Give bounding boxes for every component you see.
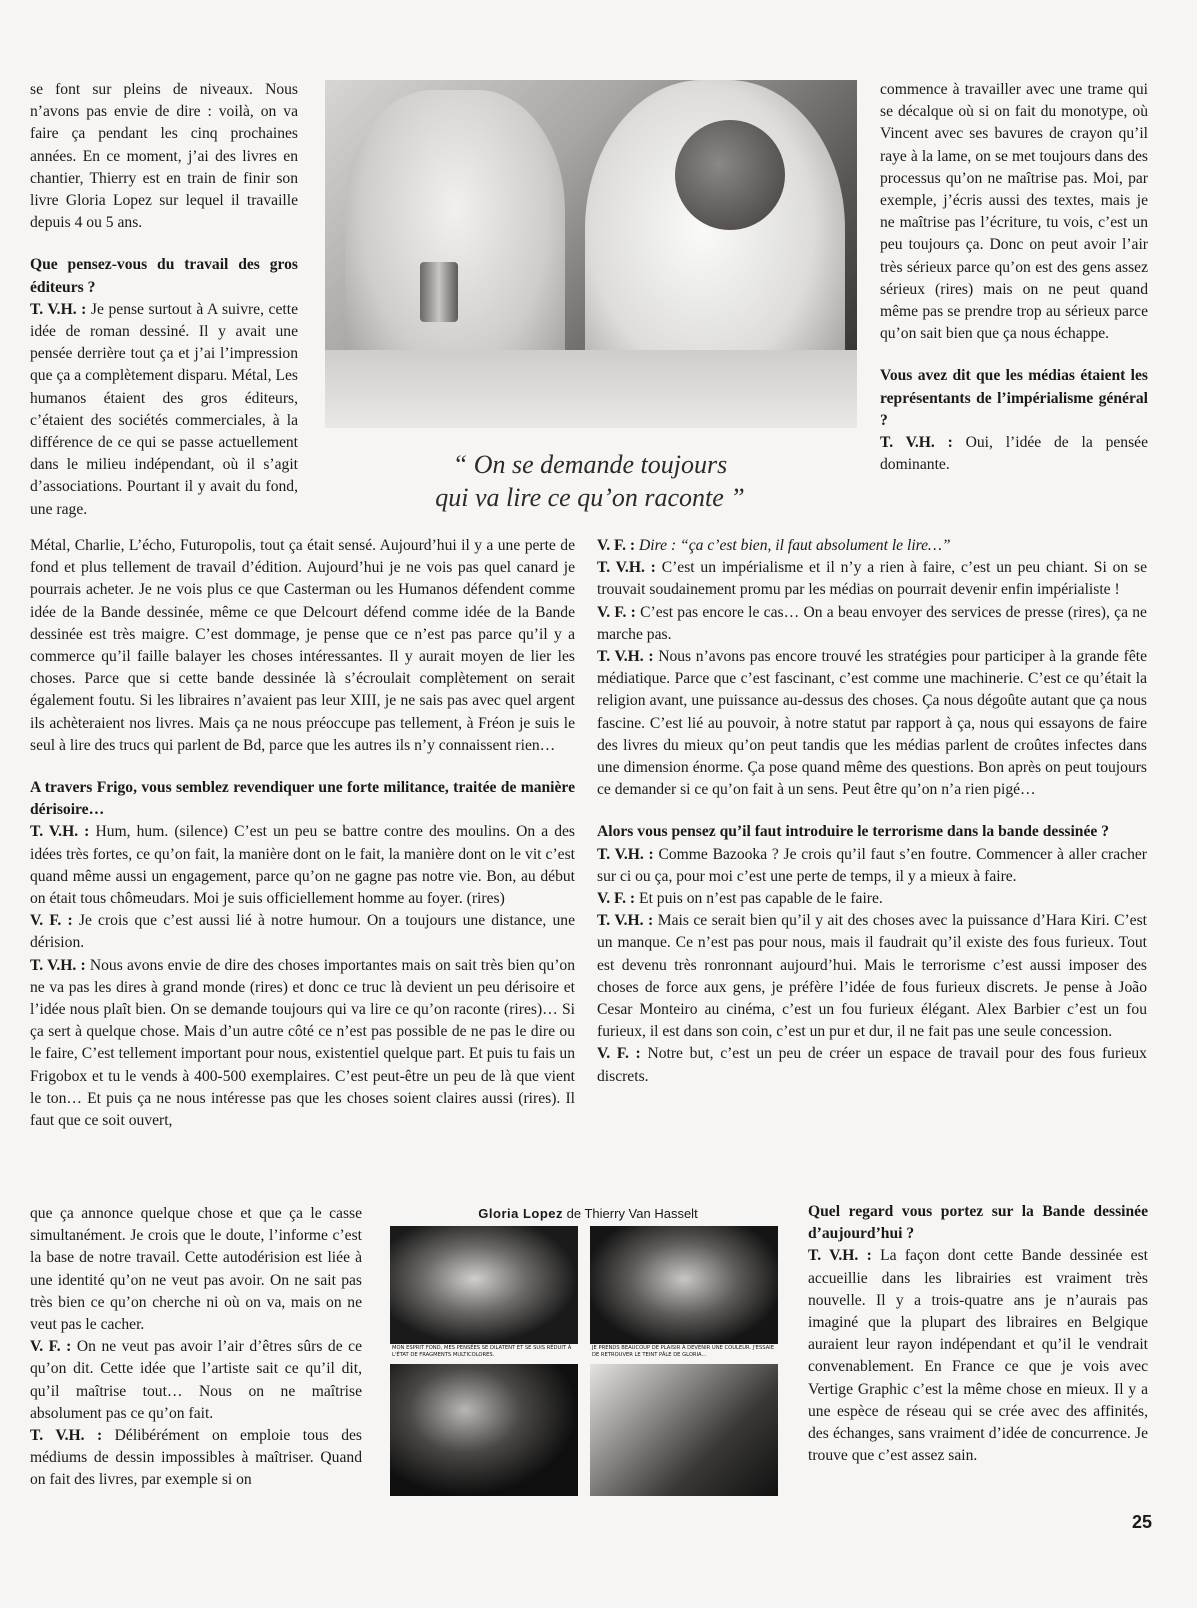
answer — [30, 955, 575, 1133]
answer-text: Hum, hum. (silence) C’est un peu se battre contre des moulins. On a des idées très fortes, ce qu’on fait, la manière dont on le fait, la manière dont on le vit c’est quand même aussi un engagement, parce qu’on ne gagne pas notre vie. Bon, au début on était tous chômeudars. Moi je suis officiellement homme au foyer. (rires) — [30, 823, 575, 908]
answer-text: Nous avons envie de dire des choses importantes mais on sait très bien qu’on ne va pas les dires à grand monde (rires) et donc ce truc là devient un peu dérisoire et l’idée nous plaît bien. On se demande toujours qui va lire ce qu’on raconte (rires)… Si ça sert à quelque chose. Mais d’un autre côté ce n’est pas possible de ne pas le dire ou le faire, C’est tellement important pour nous, existentiel quelque part. Et puis tu fais un Frigobox et tu le vends à 400-500 exemplaires. C’est peut-être un peu de là que vient le ton… Et puis ça ne nous intéresse pas que les choses soient claires aussi (rires). Il faut que ce soit ouvert, — [30, 956, 576, 1130]
comic-panel-art — [590, 1364, 778, 1496]
pull-quote — [400, 448, 780, 514]
answer — [597, 910, 1147, 1043]
answer-text: Délibérément on emploie tous des médiums de dessin impossibles à maîtriser. Quand on fait des livres, par exemple si on — [30, 1427, 363, 1489]
answer — [30, 1336, 362, 1425]
answer-text: La façon dont cette Bande dessinée est accueillie dans les librairies est vraiment très nouvelle. Il y a trois-quatre ans je n’aurais pas imaginé que la plupart des libraires en Belgique auraient leur rayon indépendant et qu’il le vendrait convenablement. En France ce que je vois avec Vertige Graphic c’est la même chose en mieux. Il y a une espèce de réseau qui se crée avec des affinités, des échanges, sans vraiment d’idée de concurrence. Je trouve que c’est assez sain. — [808, 1247, 1148, 1465]
answer-text: Mais ce serait bien qu’il y ait des choses avec la puissance d’Hara Kiri. C’est un manque. Ce n’est pas pour nous, mais il faudrait qu’il existe des fous furieux. Tout est devenu très ronronnant aujourd’hui. Mais le terrorisme c’est aussi imposer des choses de force aux gens, je préfère l’idée de fous furieux discrets. Je pense à João Cesar Monteiro au cinéma, c’est un fou furieux élégant. Alex Barbier c’est un fou furieux, il est dans son coin, c’est un pur et dur, il ne fait pas une seule concession. — [597, 912, 1148, 1041]
answer-text: On ne veut pas avoir l’air d’êtres sûrs de ce qu’on dit. Cette idée que l’artiste sait ce qu’il dit, qu’il maîtrise tout… Nous on ne maîtrise absolument pas ce qu’on fait. — [30, 1338, 362, 1422]
column-3-top — [880, 79, 1148, 476]
answer-text: Oui, l’idée de la pensée dominante. — [880, 434, 1148, 474]
column-wide-right — [597, 535, 1147, 1088]
comic-caption: JE PRENDS BEAUCOUP DE PLAISIR À DEVENIR UNE COULEUR. J'ESSAIE DE RETROUVER LE TEINT PÂLE DE GLORIA... — [590, 1344, 778, 1360]
speaker-label: V. F. : — [597, 537, 636, 554]
pull-quote-line: “ On se demande toujours — [452, 450, 728, 479]
comic-panel-art — [590, 1226, 778, 1344]
comic-panel-art — [390, 1364, 578, 1496]
answer — [597, 535, 1147, 557]
comic-excerpt — [390, 1226, 786, 1498]
answer — [30, 821, 575, 910]
answer-text: Et puis on n’est pas capable de le faire. — [639, 890, 883, 908]
question-heading: A travers Frigo, vous semblez revendiquer une forte militance, traitée de manière dérisoire… — [30, 779, 575, 819]
paragraph: Métal, Charlie, L’écho, Futuropolis, tout ça était sensé. Aujourd’hui il y a une perte de fond et plus tellement de travail d’édition. Aujourd’hui je ne vois pas quel canard je pourrais acheter. Je ne vois plus ce que Casterman ou les Humanos défendent comme idée de la Bande dessinée, même ce que Delcourt défend comme idée de la Bande dessinée est très maigre. C’est dommage, je pense que ce n’est pas parce qu’il y a commerce qu’il faille balayer les choses intéressantes. Il y aurait moyen de lier les choses. Parce que si cette bande dessinée là s’écroulait complètement on serait également foutu. Si les libraires n’avaient pas leur XIII, je ne sais pas avec quel argent ils achèteraient nos livres. Mais ça ne nous préoccupe pas tellement, à Fréon je suis le seul à lire des trucs qui parlent de Bd, parce que les autres ils n’y connaissent rien… — [30, 537, 575, 754]
answer-text: Je crois que c’est aussi lié à notre humour. On a toujours une distance, une dérision. — [30, 912, 575, 952]
question-heading: Que pensez-vous du travail des gros éditeurs ? — [30, 256, 298, 296]
answer — [597, 844, 1147, 888]
answer-text: Comme Bazooka ? Je crois qu’il faut s’en foutre. Commencer à aller cracher sur ci ou ça, pour moi c’est une perte de temps, il y a mieux à faire. — [597, 845, 1147, 885]
photo-can — [420, 262, 458, 322]
speaker-label: T. V.H. : — [30, 1427, 103, 1445]
speaker-label: V. F. : — [597, 603, 636, 621]
page-number: 25 — [1132, 1512, 1153, 1532]
speaker-label: T. V.H. : — [880, 434, 953, 452]
photo-figure-left — [345, 90, 565, 390]
speaker-label: V. F. : — [597, 890, 636, 908]
question-heading: Alors vous pensez qu’il faut introduire le terrorisme dans la bande dessinée ? — [597, 823, 1110, 841]
comic-panel-art — [390, 1226, 578, 1344]
artists-photo — [325, 80, 857, 428]
column-1-bottom — [30, 1203, 362, 1492]
answer-text: Dire : “ça c’est bien, il faut absolument le lire…” — [639, 537, 951, 554]
speaker-label: T. V.H. : — [597, 559, 656, 577]
answer-text: C’est pas encore le cas… On a beau envoyer des services de presse (rires), ça ne marche pas. — [597, 603, 1147, 643]
speaker-label: T. V.H. : — [597, 648, 654, 666]
column-wide-left — [30, 535, 575, 1132]
answer — [597, 888, 1147, 910]
comic-panel — [590, 1364, 778, 1496]
comic-caption: MON ESPRIT FOND, MES PENSÉES SE DILATENT ET SE SUIS RÉDUIT À L'ÉTAT DE FRAGMENTS MULTICOLORES. — [390, 1344, 578, 1360]
answer-text: Je pense surtout à A suivre, cette idée de roman dessiné. Il y avait une pensée derrière tout ça et j’ai l’impression que ça a complètement disparu. Métal, Les humanos étaient des gros éditeurs, c’étaient des sociétés commerciales, à la différence de ce qui se passe actuellement dans le milieu indépendant, où il s’agit d’associations. Pourtant il y avait du fond, une rage. — [30, 300, 298, 518]
question-heading: Vous avez dit que les médias étaient les représentants de l’impérialisme général ? — [880, 367, 1148, 429]
speaker-label: T. V.H. : — [597, 912, 654, 930]
speaker-label: V. F. : — [30, 1338, 72, 1356]
answer — [808, 1245, 1148, 1467]
comic-credit: de Thierry Van Hasselt — [566, 1206, 698, 1221]
column-1-top — [30, 79, 298, 521]
comic-book-title: Gloria Lopez — [478, 1206, 564, 1221]
answer — [597, 646, 1147, 801]
paragraph: se font sur pleins de niveaux. Nous n’avons pas envie de dire : voilà, on va faire ça pendant les cinq prochaines années. En ce moment, j’ai des livres en chantier, Thierry est en train de finir son livre Gloria Lopez sur lequel il travaille depuis 4 ou 5 ans. — [30, 81, 298, 232]
answer — [30, 1425, 362, 1492]
speaker-label: T. V.H. : — [30, 300, 87, 318]
comic-panel — [390, 1364, 578, 1496]
question-heading: Quel regard vous portez sur la Bande dessinée d’aujourd’hui ? — [808, 1203, 1148, 1243]
answer — [30, 910, 575, 954]
paragraph: que ça annonce quelque chose et que ça le casse simultanément. Je crois que le doute, l’informe c’est la base de notre travail. Cette autodérision est liée à une identité qu’on ne veut pas avoir. On ne sait pas très bien ce qu’on cherche ni où on va, mais on ne veut pas le cacher. — [30, 1205, 362, 1334]
pull-quote-line: qui va lire ce qu’on raconte ” — [435, 483, 745, 512]
answer-text: Nous n’avons pas encore trouvé les stratégies pour participer à la grande fête médiatique. Parce que c’est fascinant, c’est comme une machinerie. C’est ce qu’était la religion avant, une puissance au-dessus des choses. Ça nous dégoûte autant que ça nous fascine. C’est lié au pouvoir, à notre statut par rapport à ça, nous qui essayons de faire des livres du mieux qu’on peut tandis que les médias parlent de croûtes infectes dans une dimension énorme. Ça pose quand même des questions. Bon après on peut toujours ce demander si ce qu’on fait à un sens. Peut être qu’on n’a rien pigé… — [597, 648, 1147, 799]
comic-panel — [390, 1226, 578, 1360]
answer — [597, 557, 1147, 601]
speaker-label: T. V.H. : — [30, 956, 86, 974]
column-3-bottom — [808, 1201, 1148, 1467]
comic-title — [438, 1206, 738, 1221]
comic-panel — [590, 1226, 778, 1360]
answer — [597, 602, 1147, 646]
answer — [880, 432, 1148, 476]
answer-text: C’est un impérialisme et il n’y a rien à faire, c’est un peu chiant. Si on se trouvait soudainement promu par les médias on pourrait devenir enfin impérialiste ! — [597, 559, 1147, 599]
photo-head — [675, 120, 785, 230]
answer — [30, 299, 298, 521]
answer-text: Notre but, c’est un peu de créer un espace de travail pour des fous furieux discrets. — [597, 1045, 1147, 1085]
paragraph: commence à travailler avec une trame qui se décalque où si on fait du monotype, où Vincent avec ses bavures de crayon qu’il raye à la lame, on se met toujours dans des processus qu’on ne maîtrise pas. Moi, par exemple, j’écris aussi des textes, mais je ne maîtrise pas l’écriture, tu vois, c’est un peu toujours ça. Donc on peut avoir l’air très sérieux parce qu’on est des gens assez sérieux (rires) mais on ne peut quand même pas se prendre trop au sérieux parce qu’on sait bien que ça nous échappe. — [880, 81, 1148, 343]
speaker-label: T. V.H. : — [30, 823, 90, 841]
speaker-label: V. F. : — [597, 1045, 641, 1063]
speaker-label: V. F. : — [30, 912, 73, 930]
speaker-label: T. V.H. : — [808, 1247, 872, 1265]
speaker-label: T. V.H. : — [597, 845, 654, 863]
photo-table — [325, 350, 857, 428]
answer — [597, 1043, 1147, 1087]
